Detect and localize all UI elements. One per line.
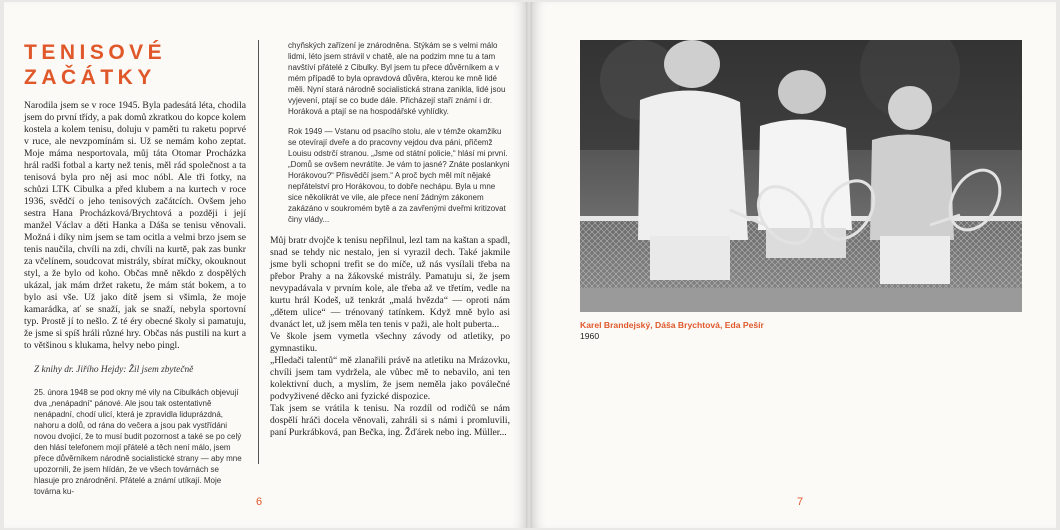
page-number-left: 6	[256, 496, 263, 508]
column-divider	[258, 40, 259, 464]
page-number-right: 7	[797, 496, 804, 508]
chapter-title	[24, 40, 166, 90]
left-column	[24, 100, 246, 497]
title-line-2: ZAČÁTKY	[24, 66, 156, 89]
talent-paragraph: „Hledači talentů“ mě zlanařili právě na atletiku na Mrázovku, chvíli jsem tam vydržela, ale vůbec mě to nebavilo, ani ten kolektivní duch, a myslím, že jsem neměla jako poválečné podvyživené děcko ani fyzické dispozice.	[270, 355, 510, 402]
brother-paragraph: Můj bratr dvojče k tenisu nepřilnul, lezl tam na kaštan a spadl, snad se tehdy nic nestalo, jen si vyrazil dech. Také jakmile jsme byli schopni trefit se do míče, už nás vysílali třeba na přebor Prahy a na žákovské mistrály. Pamatuju si, že jsem nevypadávala v prvním kole, ale třeba až ve třetím, vedle na kurtu hrál Kodeš, už tenkrát „malá hvězda“ — oproti nám „dětem ulice“ — trénovaný tatínkem. Když mně bylo asi dvanáct let, už jsem měla ten tenis v paži, ale holt puberta...	[270, 235, 510, 330]
caption-year: 1960	[580, 331, 600, 341]
photo-image	[580, 40, 1022, 312]
title-line-1: TENISOVÉ	[24, 41, 167, 64]
caption-names: Karel Brandejský, Dáša Brychtová, Eda Pešír	[580, 320, 764, 330]
tennis-photo	[580, 40, 1022, 312]
photo-caption	[580, 320, 764, 342]
memoir-excerpt-2: chyňských zařízení je znárodněna. Stýkám se s velmi málo lidmi, léto jsem strávil v chatě, ale na podzim mne tu a tam navštíví přátelé z Cibulky. Byl jsem tu přece důvěrníkem a v mém případě to byla opravdová důvěra, kterou ke mně lidé měli. Nyní stará národně socialistická strana zanikla, lidé jsou vyjevení, ptají se co bude dále. Přicházejí staří známí i dr. Horáková a ptají se na hospodářské vyhlídky.	[288, 41, 506, 116]
school-paragraph: Ve škole jsem vymetla všechny závody od atletiky, po gymnastiku.	[270, 331, 510, 354]
return-paragraph: Tak jsem se vrátila k tenisu. Na rozdíl od rodičů se nám dospělí hráči docela věnovali, zahráli si s námi i promluvili, paní Purkrábková, pan Bečka, ing. Žďárek nebo ing. Müller...	[270, 403, 510, 438]
right-column	[270, 40, 510, 439]
intro-paragraph: Narodila jsem se v roce 1945. Byla padesátá léta, chodila jsem do první třídy, a pak domů zkratkou do kopce kolem kostela a kolem tenisu, doluju v paměti tu raketu poprvé v ruce, ale nevzpomínám si. Už se nemám koho zeptat. Moje máma nesportovala, můj táta Otomar Procházka hrál radši fotbal a karty než tenis, měl rád společnost a ta tenisová byla pro něj asi moc nóbl. Ale tři fotky, na schůzi LTK Cibulka a před klubem a na kurtech v roce 1936, svědčí o jeho tenisových začátcích. Ovšem jeho sestra Hana Procházková/Brychtová a později i její manžel Václav a děti Hanka a Dáša se tenisu věnovali. Možná i díky nim jsem se tam ocitla a velmi brzo jsem se tenis naučila, chvíli na zdi, chvíli na kurtě, pak zas bunkr za včelínem, soudcovat mistrály, sbírat míčky, okouknout styl, a že bylo od koho. Občas mně někdo z dospělých ukázal, jak mám držet raketu, že mám stát bokem, a to bylo asi vše. Už jako dítě jsem si všimla, že moje kamarádka, ať se snaží, jak se snaží, nebyla sportovní typ. Prostě jí to nešlo. Z té éry obecné školy si pamatuju, že jsme si spíš hráli různé hry. Občas nás pustili na kurt a to většinou s klukama, helvy nebo pingl.	[24, 100, 246, 351]
memoir-excerpt-3: Rok 1949 — Vstanu od psacího stolu, ale v témže okamžiku se otevírají dveře a do pracovny vejdou dva páni, přičemž Louisu odstrčí stranou. „Jsme od státní policie,“ hlásí mi první. „Domů se ovšem nevrátíte. Je vám to jasné? Znáte poslankyni Horákovou?“ Přisvědčí jsem.“ A proč bych měl mít nějaké nepřátelství pro Horákovou, to dobře nechápu. Byla u mne sice několikrát ve vile, ale přece není žádným zákonem zakázáno v soukromém bytě a za zavřenými dveřmi kritizovat činy vlády...	[288, 127, 510, 224]
memoir-excerpt-1: 25. února 1948 se pod okny mé vily na Cibulkách objevují dva „nenápadní“ pánové. Ale jsou tak ostentativně nenápadní, chodí ulicí, která je zpravidla liduprázdná, nahoru a dolů, od rána do večera a jsou pak vystřídáni novou dvojicí, že to musí budit pozornost a také se po celý den hlásí telefonem mojí přátelé a těch není málo, jsem přece důvěrníkem národně socialistické strany — aby mne upozornili, že jsem hlídán, že ve všech továrnách se hlasuje pro znárodnění. Přátelé a známí utíkají. Moje továrna ku-	[34, 388, 242, 496]
book-quote-source: Z knihy dr. Jiřího Hejdy: Žil jsem zbytečně	[34, 365, 194, 375]
